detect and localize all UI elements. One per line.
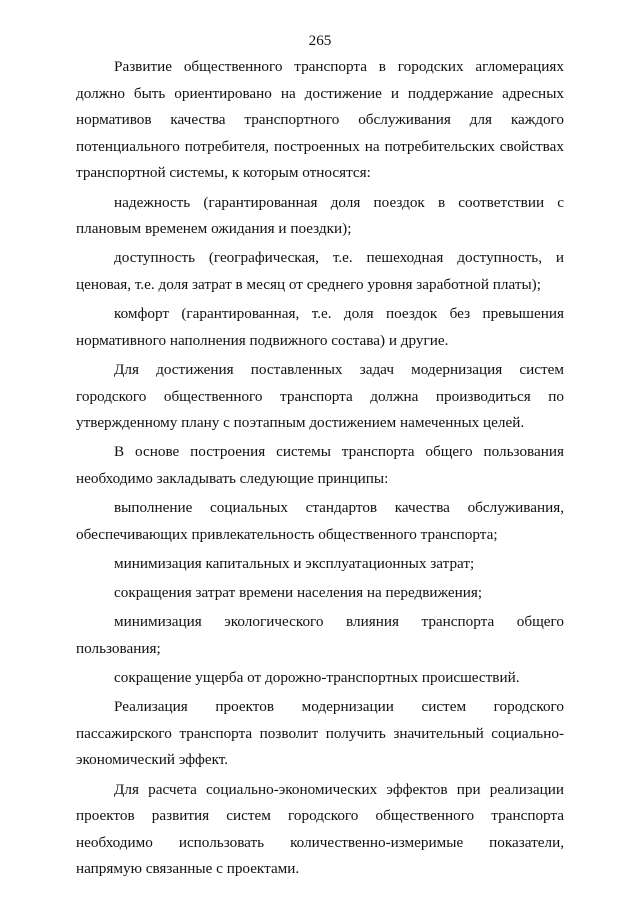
paragraph-accessibility: доступность (географическая, т.е. пешеходная доступность, и ценовая, т.е. доля затрат в месяц от среднего уровня заработной платы); (76, 249, 564, 293)
paragraph-modernization: Для достижения поставленных задач модернизация систем городского общественного транспорта должна производиться по утвержденному плану с поэтапным достижением намеченных целей. (76, 360, 564, 432)
page-number: 265 (308, 32, 332, 49)
paragraph-reliability: надежность (гарантированная доля поездок в соответствии с плановым временем ожидания и поездки); (76, 193, 564, 238)
paragraph-principles-intro: В основе построения системы транспорта общего пользования необходимо закладывать следующие принципы: (76, 443, 564, 487)
paragraph-indicators: Для расчета социально-экономических эффектов при реализации проектов развития систем городского общественного транспорта необходимо использовать количественно-измеримые показатели, напрямую связанные с проектами. (76, 780, 564, 878)
paragraph-comfort: комфорт (гарантированная, т.е. доля поездок без превышения нормативного наполнения подвижного состава) и другие. (76, 305, 564, 349)
paragraph-principle-ecology: минимизация экологического влияния транспорта общего пользования; (76, 613, 564, 657)
paragraph-principle-costs: минимизация капитальных и эксплуатационных затрат; (114, 554, 475, 572)
paragraph-principle-safety: сокращение ущерба от дорожно-транспортных происшествий. (114, 669, 520, 686)
body-text (76, 54, 564, 886)
paragraph-principle-time: сокращения затрат времени населения на передвижения; (114, 584, 483, 602)
paragraph-effect: Реализация проектов модернизации систем городского пассажирского транспорта позволит получить значительный социально-экономический эффект. (76, 698, 564, 769)
paragraph-intro: Развитие общественного транспорта в городских агломерациях должно быть ориентировано на достижение и поддержание адресных нормативов качества транспортного обслуживания для каждого потенциального потребителя, построенных на потребительских свойствах транспортной системы, к которым относятся: (76, 58, 564, 182)
paragraph-principle-standards: выполнение социальных стандартов качества обслуживания, обеспечивающих привлекательность общественного транспорта; (76, 499, 564, 543)
